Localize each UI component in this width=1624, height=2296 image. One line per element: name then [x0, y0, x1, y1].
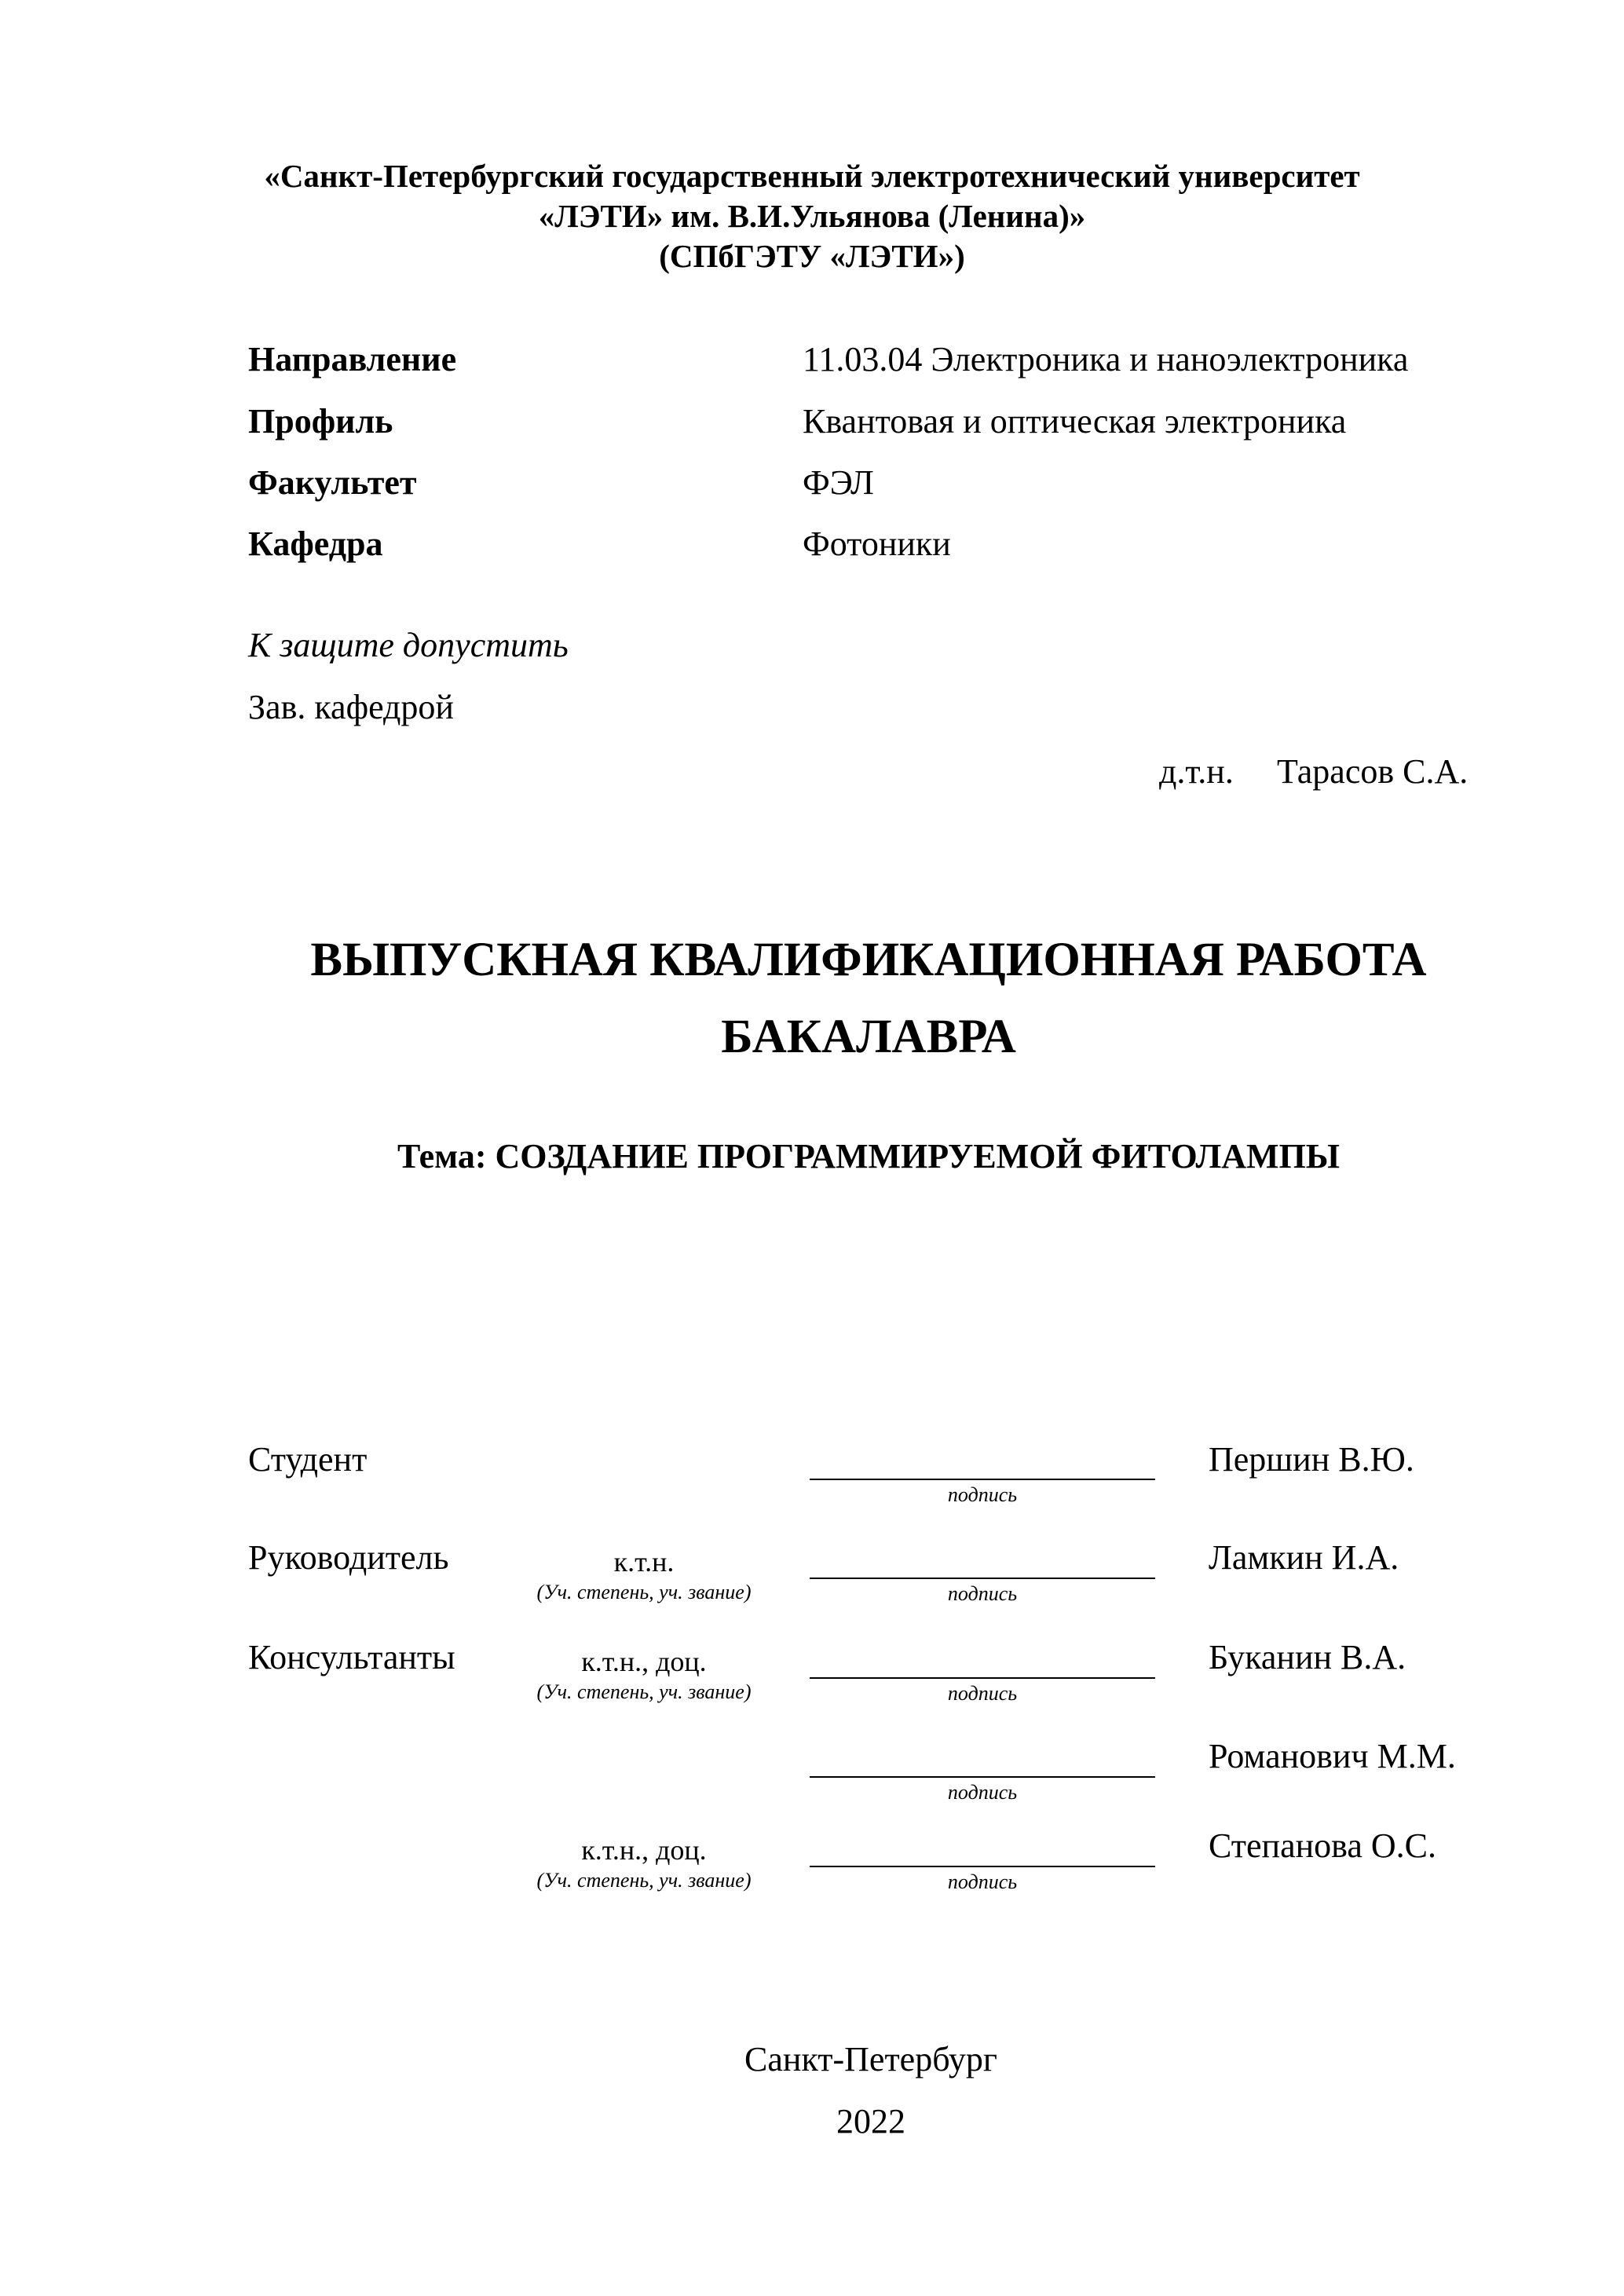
head-degree: д.т.н.	[1159, 752, 1234, 791]
head-of-department-title: Зав. кафедрой	[248, 688, 454, 726]
profile-value: Квантовая и оптическая электроника	[803, 402, 1347, 441]
consultant-1-name: Буканин В.А.	[1209, 1638, 1406, 1676]
supervisor-role: Руководитель	[248, 1538, 449, 1577]
university-name-line2: «ЛЭТИ» им. В.И.Ульянова (Ленина)»	[538, 198, 1086, 234]
consultant-3-degree: к.т.н., доц.	[581, 1834, 707, 1866]
consultant-2-signature-line	[810, 1776, 1155, 1778]
consultant-1-degree: к.т.н., доц.	[581, 1646, 707, 1677]
document-title-line1: ВЫПУСКНАЯ КВАЛИФИКАЦИОННАЯ РАБОТА	[310, 934, 1427, 986]
direction-value: 11.03.04 Электроника и наноэлектроника	[803, 340, 1409, 378]
consultant-1-signature-caption: подпись	[947, 1682, 1018, 1705]
student-signature-line	[810, 1479, 1155, 1480]
faculty-value: ФЭЛ	[803, 463, 874, 502]
supervisor-signature-line	[810, 1578, 1155, 1579]
faculty-label: Факультет	[248, 463, 417, 502]
consultant-2-signature-caption: подпись	[947, 1781, 1018, 1804]
department-label: Кафедра	[248, 525, 383, 563]
profile-label: Профиль	[248, 402, 393, 441]
consultant-3-signature-line	[810, 1866, 1155, 1867]
direction-label: Направление	[248, 340, 457, 378]
city: Санкт-Петербург	[744, 2040, 997, 2078]
supervisor-degree: к.т.н.	[613, 1546, 675, 1578]
supervisor-signature-caption: подпись	[947, 1582, 1018, 1605]
consultant-3-name: Степанова О.С.	[1209, 1826, 1436, 1865]
supervisor-name: Ламкин И.А.	[1209, 1538, 1399, 1577]
document-title-line2: БАКАЛАВРА	[721, 1011, 1016, 1063]
university-name-line1: «Санкт-Петербургский государственный электротехнический университет	[264, 158, 1360, 194]
thesis-topic: Тема: СОЗДАНИЕ ПРОГРАММИРУЕМОЙ ФИТОЛАМПЫ	[397, 1137, 1340, 1175]
consultant-2-name: Романович М.М.	[1209, 1737, 1456, 1775]
admit-to-defense: К защите допустить	[248, 626, 569, 664]
consultants-role: Консультанты	[248, 1638, 455, 1676]
consultant-3-signature-caption: подпись	[947, 1870, 1018, 1893]
student-signature-caption: подпись	[947, 1483, 1018, 1506]
consultant-1-signature-line	[810, 1677, 1155, 1679]
department-value: Фотоники	[803, 525, 951, 563]
consultant-3-degree-caption: (Уч. степень, уч. звание)	[536, 1869, 752, 1892]
student-name: Першин В.Ю.	[1209, 1440, 1414, 1479]
consultant-1-degree-caption: (Уч. степень, уч. звание)	[536, 1680, 752, 1703]
student-role: Студент	[248, 1440, 368, 1479]
head-name: Тарасов С.А.	[1277, 752, 1469, 791]
supervisor-degree-caption: (Уч. степень, уч. звание)	[536, 1581, 752, 1603]
year: 2022	[836, 2102, 905, 2141]
university-abbreviation: (СПбГЭТУ «ЛЭТИ»)	[659, 238, 965, 274]
